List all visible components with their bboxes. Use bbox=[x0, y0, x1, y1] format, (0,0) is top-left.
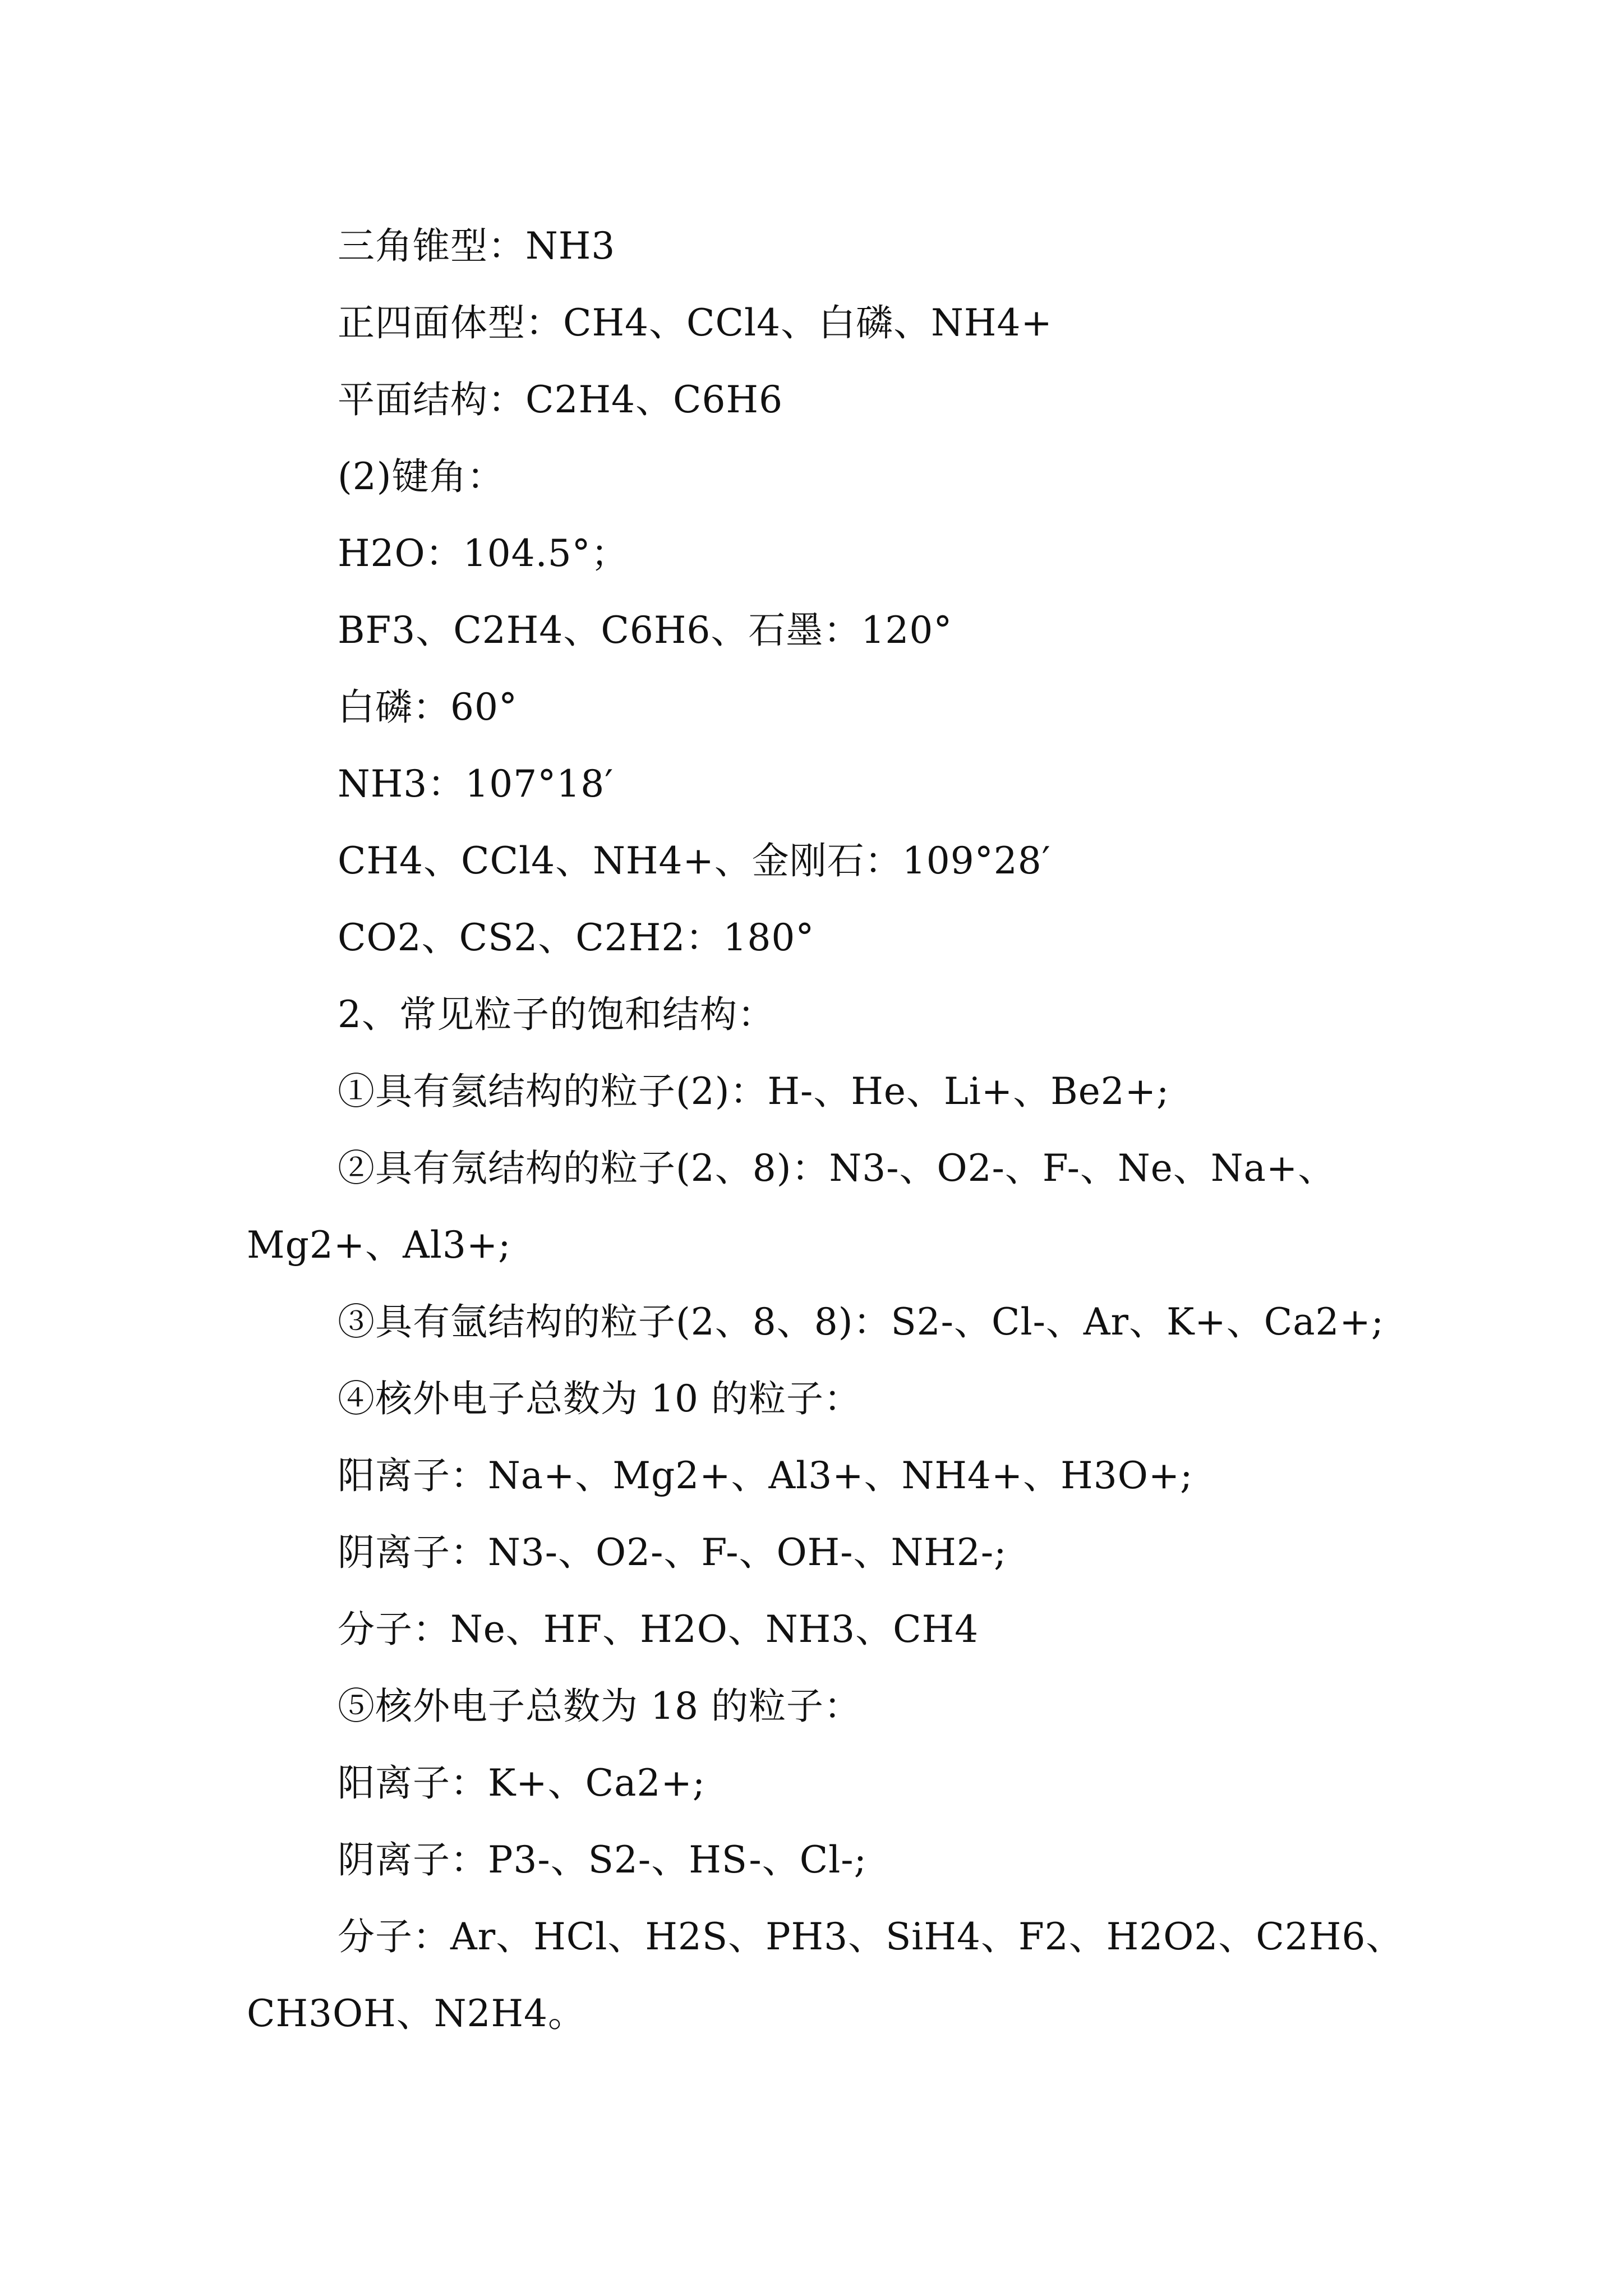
text-line: 分子：Ne、HF、H2O、NH3、CH4 bbox=[338, 1608, 979, 1651]
section-heading-saturated-structure: 2、常见粒子的饱和结构： bbox=[338, 993, 775, 1036]
text-line-continuation: Mg2+、Al3+; bbox=[247, 1223, 511, 1267]
text-line: 平面结构：C2H4、C6H6 bbox=[338, 378, 783, 421]
text-line: 阳离子：Na+、Mg2+、Al3+、NH4+、H3O+; bbox=[338, 1454, 1193, 1497]
text-line: 白磷：60° bbox=[338, 685, 518, 729]
text-line: ④核外电子总数为 10 的粒子： bbox=[338, 1377, 861, 1420]
text-line: 阴离子：P3-、S2-、HS-、Cl-; bbox=[338, 1838, 867, 1881]
text-line: H2O：104.5°； bbox=[338, 532, 629, 575]
text-line: 阴离子：N3-、O2-、F-、OH-、NH2-; bbox=[338, 1531, 1007, 1574]
text-line: 阳离子：K+、Ca2+; bbox=[338, 1761, 706, 1805]
text-line: ②具有氖结构的粒子(2、8)：N3-、O2-、F-、Ne、Na+、 bbox=[338, 1147, 1336, 1190]
text-line: 分子：Ar、HCl、H2S、PH3、SiH4、F2、H2O2、C2H6、 bbox=[338, 1915, 1404, 1958]
text-line: 三角锥型：NH3 bbox=[338, 224, 616, 268]
document-body bbox=[247, 208, 1430, 2052]
text-line: ①具有氦结构的粒子(2)：H-、He、Li+、Be2+; bbox=[338, 1070, 1170, 1113]
text-line: CH4、CCl4、NH4+、金刚石：109°28′ bbox=[338, 839, 1051, 882]
text-line: CO2、CS2、C2H2：180° bbox=[338, 916, 815, 959]
text-line: NH3：107°18′ bbox=[338, 762, 614, 806]
text-line: 正四面体型：CH4、CCl4、白磷、NH4+ bbox=[338, 301, 1053, 344]
text-line: ③具有氩结构的粒子(2、8、8)：S2-、Cl-、Ar、K+、Ca2+; bbox=[338, 1300, 1385, 1343]
text-line: ⑤核外电子总数为 18 的粒子： bbox=[338, 1685, 861, 1728]
text-line-continuation: CH3OH、N2H4。 bbox=[247, 1992, 586, 2035]
text-line: BF3、C2H4、C6H6、石墨：120° bbox=[338, 609, 953, 652]
section-heading-bond-angle: (2)键角： bbox=[338, 455, 505, 498]
